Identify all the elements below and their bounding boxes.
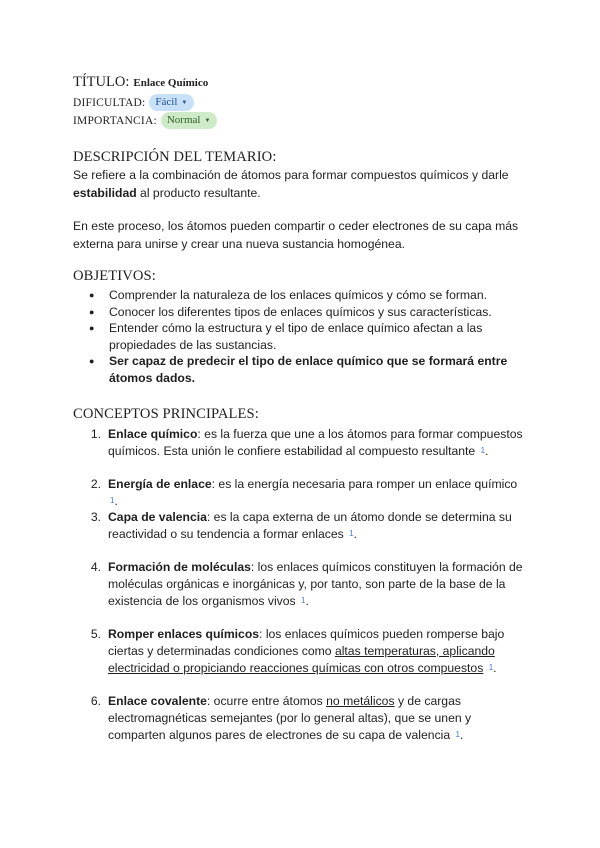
concept-after [483, 661, 486, 675]
concept-number: 1. [90, 427, 101, 441]
difficulty-value: Fácil [155, 96, 178, 108]
importance-line [73, 112, 217, 129]
objective-item: ● Entender cómo la estructura y el tipo de enlace químico afectan a las propiedades de las sustancias. [73, 320, 533, 353]
concept-underlined: no metálicos [326, 694, 395, 708]
citation-link[interactable]: 1 [349, 529, 354, 539]
concept-number: 6. [90, 694, 101, 708]
concept-number: 4. [90, 560, 101, 574]
concept-item: 3. Capa de valencia: es la capa externa de un átomo donde se determina su reactividad o su tendencia a formar enlaces 1. [87, 509, 527, 543]
concept-text: : ocurre entre átomos [206, 694, 327, 708]
description-p1-after: al producto resultante. [136, 186, 261, 200]
citation-link[interactable]: 1 [110, 496, 115, 506]
chevron-down-icon: ▼ [204, 117, 211, 124]
concept-number: 2. [90, 477, 101, 491]
concept-term: Formación de moléculas [108, 560, 251, 574]
objective-item: ● Conocer los diferentes tipos de enlaces químicos y sus características. [73, 304, 533, 321]
concept-item: 5. Romper enlaces químicos: los enlaces químicos pueden romperse bajo ciertas y determinadas condiciones como altas temperaturas, aplicando electricidad o propiciando reacciones químicas con otros compuestos 1. [87, 626, 527, 677]
concepts-heading: CONCEPTOS PRINCIPALES: [73, 406, 259, 422]
chevron-down-icon: ▼ [181, 99, 188, 106]
description-heading: DESCRIPCIÓN DEL TEMARIO: [73, 149, 277, 165]
importance-label: IMPORTANCIA: [73, 114, 157, 127]
concept-text: : los enlaces químicos pueden romperse bajo ciertas y determinadas condiciones como [108, 627, 505, 658]
concept-underlined: altas temperaturas, aplicando electricidad o propiciando reacciones químicas con otros compuestos [108, 643, 495, 675]
concept-item: 4. Formación de moléculas: los enlaces químicos constituyen la formación de moléculas orgánicas e inorgánicas y, por tanto, son parte de la base de la existencia de los organismos vivos 1. [87, 559, 527, 610]
concept-term: Romper enlaces químicos [108, 627, 260, 641]
concept-term: Energía de enlace [108, 477, 212, 491]
concept-number: 3. [90, 510, 101, 524]
objective-item: ● Comprender la naturaleza de los enlaces químicos y cómo se forman. [73, 287, 533, 304]
citation-link[interactable]: 1 [455, 729, 460, 739]
description-p1-bold: estabilidad [73, 186, 137, 200]
concept-after: y de cargas electromagnéticas semejantes (por lo general altas), que se unen y comparten algunos pares de electrones de su capa de valencia [108, 694, 472, 742]
importance-chip[interactable] [161, 112, 218, 129]
description-paragraph-1 [73, 166, 528, 202]
concept-term: Capa de valencia [108, 510, 207, 524]
description-paragraph-2: En este proceso, los átomos pueden compartir o ceder electrones de su capa más externa para unirse y crear una nueva sustancia homogénea. [73, 219, 519, 251]
citation-link[interactable]: 1 [301, 595, 306, 605]
concept-term: Enlace covalente [108, 694, 207, 708]
objectives-heading: OBJETIVOS: [73, 268, 156, 284]
importance-value: Normal [166, 114, 201, 126]
objective-item: ● Ser capaz de predecir el tipo de enlace químico que se formará entre átomos dados. [73, 353, 533, 386]
concept-number: 5. [90, 627, 101, 641]
description-p1-text: Se refiere a la combinación de átomos para formar compuestos químicos y darle [73, 168, 509, 182]
concept-item: 2. Energía de enlace: es la energía necesaria para romper un enlace químico 1. [87, 476, 527, 510]
citation-link[interactable]: 1 [488, 662, 494, 672]
objectives-list [73, 287, 533, 387]
citation-link[interactable]: 1 [480, 446, 486, 456]
title-value: Enlace Químico [133, 76, 209, 89]
difficulty-label: DIFICULTAD: [73, 96, 146, 109]
concept-text: : es la fuerza que une a los átomos para formar compuestos químicos. Esta unión le confiere estabilidad al compuesto resultante [108, 427, 523, 458]
difficulty-chip[interactable] [149, 94, 194, 111]
concept-term: Enlace químico [108, 427, 198, 441]
difficulty-line [73, 94, 194, 111]
title-line [73, 74, 208, 91]
concept-item: 1. Enlace químico: es la fuerza que une a los átomos para formar compuestos químicos. Esta unión le confiere estabilidad al compuesto resultante 1. [87, 426, 527, 460]
title-label: TÍTULO: [73, 74, 130, 90]
concept-text: : es la capa externa de un átomo donde se determina su reactividad o su tendencia a formar enlaces [108, 510, 512, 541]
concept-item: 6. Enlace covalente: ocurre entre átomos no metálicos y de cargas electromagnéticas semejantes (por lo general altas), que se unen y comparten algunos pares de electrones de su capa de valencia 1. [87, 693, 527, 744]
concept-text: : los enlaces químicos constituyen la formación de moléculas orgánicas e inorgánicas y, por tanto, son parte de la base de la existencia de los organismos vivos [108, 560, 523, 608]
concept-text: : es la energía necesaria para romper un enlace químico [211, 477, 518, 491]
